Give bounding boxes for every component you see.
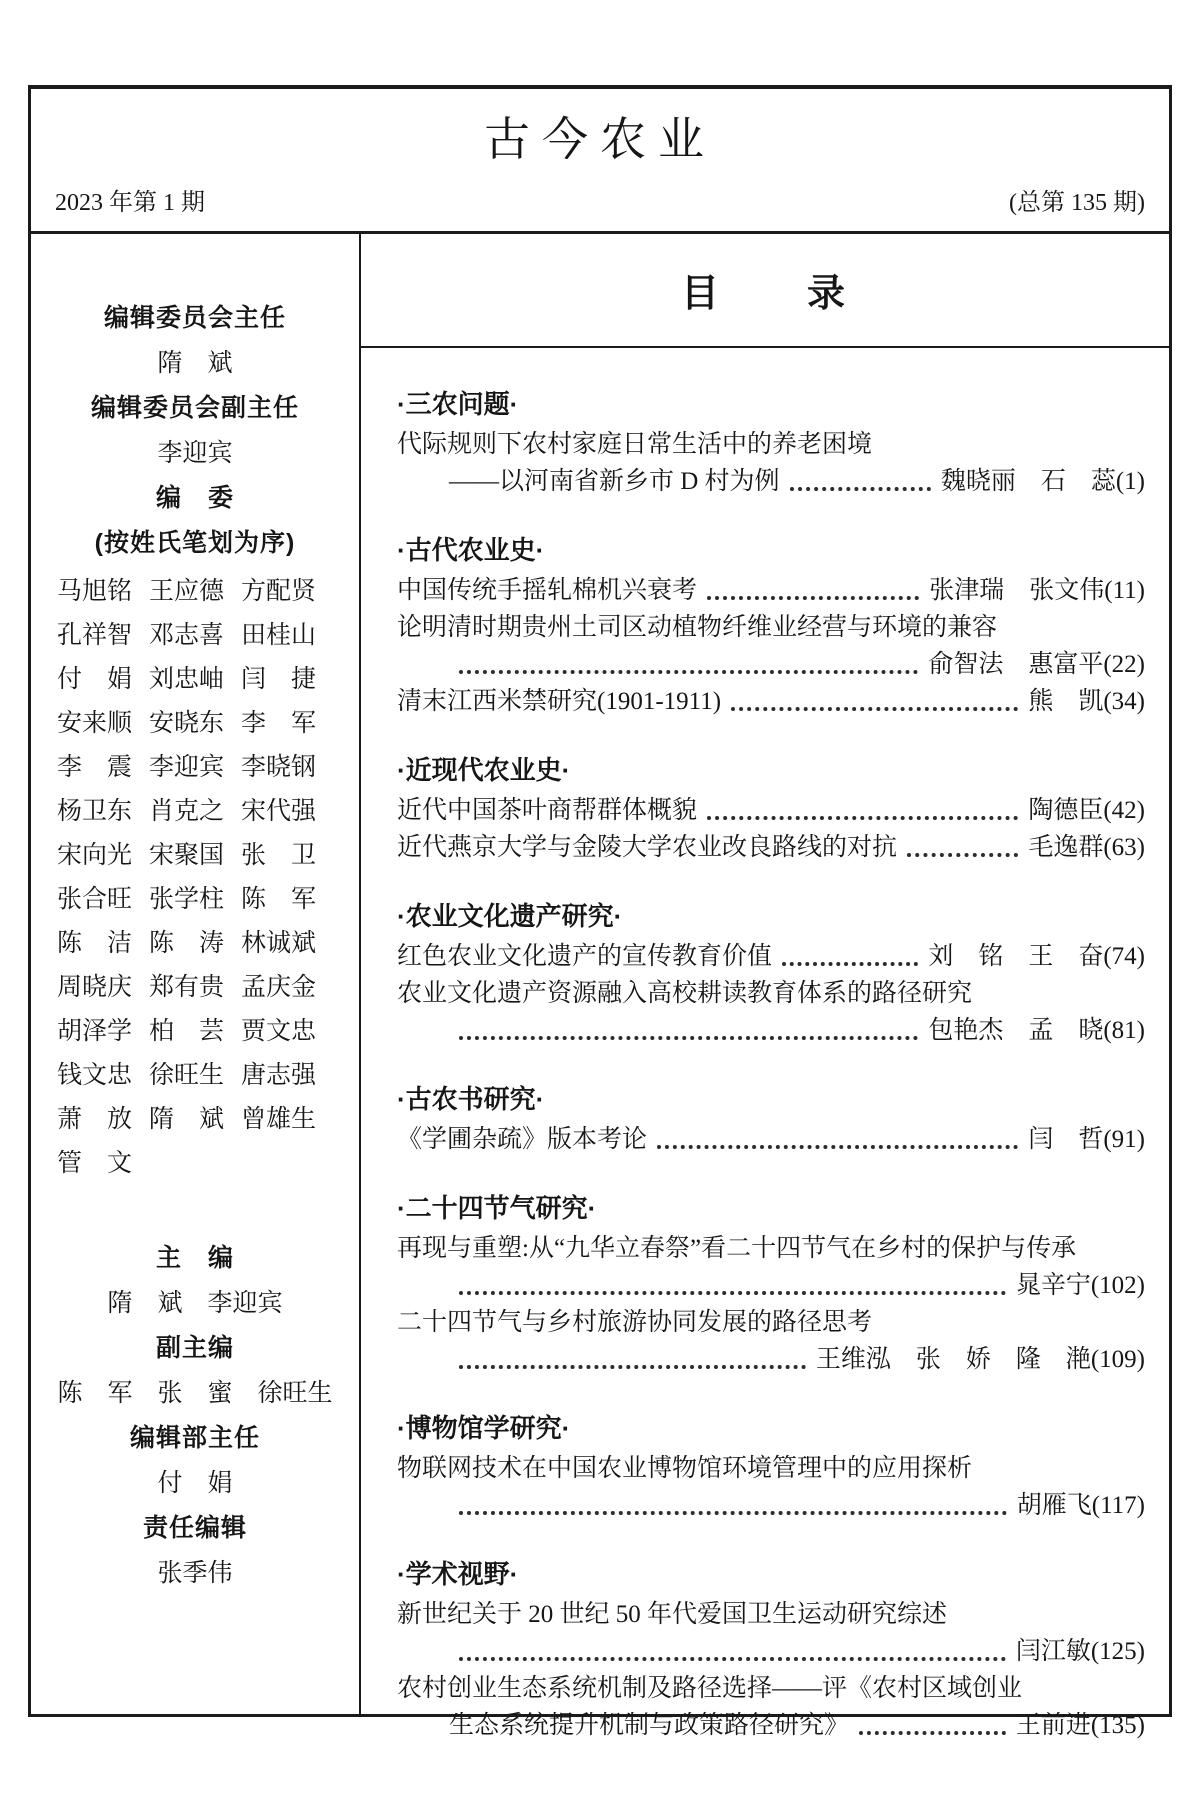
toc-section-title: ·近现代农业史· [397, 755, 571, 785]
committee-member-name: 萧 放 [57, 1106, 133, 1133]
toc-section-title: ·三农问题· [397, 389, 519, 419]
committee-member-name: 胡泽学 [57, 1018, 133, 1045]
editorial-sidebar [31, 234, 361, 1714]
committee-member-name: 李 震 [57, 754, 133, 781]
toc-entry-line [397, 1670, 1145, 1707]
toc-entry-line [397, 1267, 1145, 1304]
chief-editor-names: 隋 斌 李迎宾 [107, 1290, 283, 1317]
toc-entry-authors-page: 俞智法 惠富平(22) [928, 651, 1145, 678]
toc-entry-title: 农业文化遗产资源融入高校耕读教育体系的路径研究 [397, 980, 973, 1007]
committee-member-name: 林诚斌 [241, 930, 317, 957]
dotted-leader [459, 1036, 918, 1040]
dotted-leader [782, 962, 918, 966]
committee-member-name: 邓志喜 [149, 622, 225, 649]
toc-entry-authors-page: 熊 凯(34) [1028, 688, 1145, 715]
toc-entry-authors-page: 王前进(135) [1015, 1712, 1145, 1739]
committee-member-name: 钱文忠 [57, 1062, 133, 1089]
toc-entry-line [397, 1596, 1145, 1633]
toc-column [361, 234, 1169, 1739]
toc-entry-line [397, 1012, 1145, 1049]
committee-member-name: 徐旺生 [149, 1062, 225, 1089]
committee-member-name: 王应德 [149, 578, 225, 605]
committee-member-name: 马旭铭 [57, 578, 133, 605]
committee-member-name: 柏 芸 [149, 1018, 225, 1045]
toc-section [397, 896, 1145, 1049]
dotted-leader [459, 1511, 1007, 1515]
toc-entry-title: 近代燕京大学与金陵大学农业改良路线的对抗 [397, 834, 898, 861]
toc-entry-title: 生态系统提升机制与政策路径研究》 [449, 1712, 850, 1739]
chairman-name: 隋 斌 [157, 350, 233, 377]
toc-section [397, 750, 1145, 866]
toc-section [397, 1079, 1145, 1158]
committee-member-name: 张 卫 [241, 842, 317, 869]
committee-member-name: 刘忠岫 [149, 666, 225, 693]
toc-entry-authors-page: 毛逸群(63) [1028, 834, 1145, 861]
dotted-leader [459, 1291, 1006, 1295]
toc-section [397, 1188, 1145, 1378]
committee-name-grid [47, 570, 343, 1186]
committee-member-name: 肖克之 [149, 798, 225, 825]
toc-section-title: ·农业文化遗产研究· [397, 901, 623, 931]
committee-member-name: 隋 斌 [149, 1106, 225, 1133]
toc-entry-line [397, 1304, 1145, 1341]
toc-body [361, 348, 1169, 1774]
committee-member-name: 曾雄生 [241, 1106, 317, 1133]
committee-member-name: 孔祥智 [57, 622, 133, 649]
deputy-editor-label: 副主编 [155, 1334, 234, 1362]
toc-entry-title: 新世纪关于 20 世纪 50 年代爱国卫生运动研究综述 [397, 1601, 948, 1628]
toc-entry-line [397, 1230, 1145, 1267]
toc-entry-title: 物联网技术在中国农业博物馆环境管理中的应用探析 [397, 1455, 973, 1482]
toc-entry-line [397, 609, 1145, 646]
dept-director-label: 编辑部主任 [129, 1424, 260, 1452]
committee-member-name: 李迎宾 [149, 754, 225, 781]
committee-member-name: 贾文忠 [241, 1018, 317, 1045]
dotted-leader [459, 1657, 1006, 1661]
toc-entry-line [397, 1121, 1145, 1158]
toc-entry-title: 红色农业文化遗产的宣传教育价值 [397, 943, 773, 970]
committee-member-name: 唐志强 [241, 1062, 317, 1089]
toc-entry-title: ——以河南省新乡市 D 村为例 [449, 468, 780, 495]
toc-section-title: ·学术视野· [397, 1559, 519, 1589]
dept-director-name: 付 娟 [157, 1470, 233, 1497]
committee-member-name: 陈 涛 [149, 930, 225, 957]
toc-entry-line [397, 792, 1145, 829]
committee-member-name: 陈 军 [241, 886, 317, 913]
toc-section [397, 1554, 1145, 1744]
cumulative-issue-number: (总第 135 期) [1009, 190, 1145, 216]
toc-section-title: ·二十四节气研究· [397, 1193, 597, 1223]
dotted-leader [859, 1731, 1006, 1735]
sidebar-gap [47, 1186, 343, 1236]
toc-section [397, 530, 1145, 720]
toc-section [397, 1408, 1145, 1524]
toc-entry-line [397, 938, 1145, 975]
toc-entry-line [397, 646, 1145, 683]
dotted-leader [907, 853, 1018, 857]
toc-section-title: ·古代农业史· [397, 535, 545, 565]
committee-member-name: 闫 捷 [241, 666, 317, 693]
committee-member-name: 管 文 [57, 1150, 133, 1177]
committee-member-name: 方配贤 [241, 578, 317, 605]
committee-label: 编 委 [155, 484, 234, 512]
toc-section-title: ·博物馆学研究· [397, 1413, 571, 1443]
vice-chairman-label: 编辑委员会副主任 [90, 394, 299, 422]
vice-chairman-name: 李迎宾 [157, 440, 233, 467]
committee-member-name: 李晓钢 [241, 754, 317, 781]
dotted-leader [459, 1365, 806, 1369]
toc-entry-line [397, 829, 1145, 866]
toc-entry-line [397, 975, 1145, 1012]
toc-entry-authors-page: 晁辛宁(102) [1015, 1272, 1145, 1299]
dotted-leader [731, 707, 1018, 711]
committee-member-name: 张合旺 [57, 886, 133, 913]
toc-section [397, 384, 1145, 500]
toc-entry-authors-page: 王维泓 张 娇 隆 滟(109) [815, 1346, 1145, 1373]
toc-entry-line [397, 1707, 1145, 1744]
committee-member-name: 郑有贵 [149, 974, 225, 1001]
committee-member-name: 杨卫东 [57, 798, 133, 825]
toc-entry-line [397, 572, 1145, 609]
toc-entry-title: 中国传统手摇轧棉机兴衰考 [397, 577, 698, 604]
toc-entry-line [397, 463, 1145, 500]
toc-entry-authors-page: 陶德臣(42) [1028, 797, 1145, 824]
journal-title: 古今农业 [484, 114, 716, 165]
exec-editor-label: 责任编辑 [142, 1514, 247, 1542]
toc-entry-line [397, 1487, 1145, 1524]
committee-member-name: 安来顺 [57, 710, 133, 737]
toc-entry-authors-page: 张津瑞 张文伟(11) [929, 577, 1145, 604]
toc-entry-title: 近代中国茶叶商帮群体概貌 [397, 797, 698, 824]
toc-entry-line [397, 683, 1145, 720]
toc-entry-authors-page: 闫江敏(125) [1015, 1638, 1145, 1665]
toc-entry-line [397, 1633, 1145, 1670]
committee-member-name: 付 娟 [57, 666, 133, 693]
toc-entry-authors-page: 闫 哲(91) [1028, 1126, 1145, 1153]
toc-entry-title: 农村创业生态系统机制及路径选择——评《农村区域创业 [397, 1675, 1023, 1702]
dotted-leader [790, 487, 931, 491]
dotted-leader [459, 670, 918, 674]
committee-sort-note: (按姓氏笔划为序) [94, 529, 296, 557]
issue-row [51, 187, 1149, 219]
toc-entry-title: 《学圃杂疏》版本考论 [397, 1126, 648, 1153]
toc-entry-title: 代际规则下农村家庭日常生活中的养老困境 [397, 431, 873, 458]
committee-member-name: 孟庆金 [241, 974, 317, 1001]
toc-title: 目 录 [361, 234, 1169, 348]
committee-member-name: 陈 洁 [57, 930, 133, 957]
committee-member-name: 张学柱 [149, 886, 225, 913]
dotted-leader [657, 1145, 1018, 1149]
page-header [31, 89, 1169, 234]
toc-entry-authors-page: 魏晓丽 石 蕊(1) [940, 468, 1145, 495]
toc-entry-authors-page: 胡雁飞(117) [1016, 1492, 1145, 1519]
chairman-label: 编辑委员会主任 [103, 304, 286, 332]
committee-member-name: 田桂山 [241, 622, 317, 649]
toc-entry-title: 论明清时期贵州土司区动植物纤维业经营与环境的兼容 [397, 614, 998, 641]
committee-member-name: 周晓庆 [57, 974, 133, 1001]
committee-member-name: 宋代强 [241, 798, 317, 825]
page-frame [28, 85, 1172, 1739]
toc-entry-authors-page: 刘 铭 王 奋(74) [928, 943, 1145, 970]
content-body [31, 234, 1169, 1739]
toc-section-title: ·古农书研究· [397, 1084, 545, 1114]
toc-entry-line [397, 426, 1145, 463]
toc-entry-authors-page: 包艳杰 孟 晓(81) [928, 1017, 1145, 1044]
issue-number: 2023 年第 1 期 [55, 190, 205, 216]
chief-editor-label: 主 编 [155, 1244, 234, 1272]
committee-member-name: 李 军 [241, 710, 317, 737]
exec-editor-name: 张季伟 [157, 1560, 233, 1587]
deputy-editor-names: 陈 军 张 蜜 徐旺生 [57, 1380, 333, 1407]
committee-member-name: 宋向光 [57, 842, 133, 869]
toc-entry-line [397, 1341, 1145, 1378]
dotted-leader [707, 816, 1018, 820]
toc-entry-title: 清末江西米禁研究(1901-1911) [397, 688, 722, 715]
toc-entry-title: 二十四节气与乡村旅游协同发展的路径思考 [397, 1309, 873, 1336]
committee-member-name: 宋聚国 [149, 842, 225, 869]
dotted-leader [707, 596, 919, 600]
toc-entry-title: 再现与重塑:从“九华立春祭”看二十四节气在乡村的保护与传承 [397, 1235, 1077, 1262]
committee-member-name: 安晓东 [149, 710, 225, 737]
toc-entry-line [397, 1450, 1145, 1487]
